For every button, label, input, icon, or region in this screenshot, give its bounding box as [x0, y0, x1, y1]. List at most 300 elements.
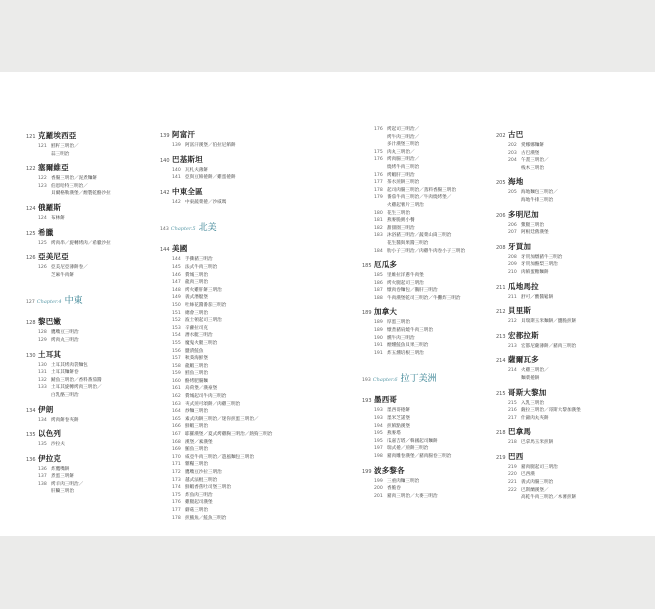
- entry-page-number: 177: [374, 180, 383, 186]
- entry-page-number: 144: [172, 257, 181, 263]
- entry-title: 海地麵包三明治／: [521, 190, 558, 196]
- entry-continuation: 肝臟三明治: [51, 489, 74, 495]
- toc-entry: [26, 143, 144, 151]
- entry-title: 墨西哥捲餅: [387, 408, 410, 414]
- entry-page-number: 164: [172, 409, 181, 415]
- toc-entry: [160, 431, 330, 439]
- entry-title: 肋小子三明治／肉雞牛肉卷小子三明治: [387, 248, 466, 254]
- entry-page-number: 193: [374, 416, 383, 422]
- country-page-number: 206: [496, 212, 506, 219]
- toc-entry: [26, 337, 144, 345]
- entry-page-number: 191: [374, 343, 383, 349]
- country-heading: [160, 186, 330, 199]
- entry-title: 越式法棍三明治: [185, 477, 218, 483]
- country-name: 厄瓜多: [374, 260, 398, 270]
- country-page-number: 189: [362, 310, 372, 317]
- entry-page-number: 204: [508, 158, 517, 164]
- country-name: 哥斯大黎加: [508, 387, 547, 397]
- entry-title: 烤肉丸三明治: [51, 337, 79, 343]
- country-heading: [496, 426, 626, 439]
- country-name: 土耳其: [38, 349, 62, 359]
- entry-page-number: 152: [172, 318, 181, 324]
- entry-page-number: 200: [374, 486, 383, 492]
- toc-entry: [496, 294, 626, 302]
- entry-title: 波士頓起司三明治: [185, 318, 222, 324]
- toc-entry: [160, 446, 330, 454]
- country-heading: [26, 162, 144, 175]
- entry-page-number: 205: [508, 190, 517, 196]
- entry-title: 牙買加酪梨三明治: [521, 262, 558, 268]
- entry-title: 龍蝦三明治: [185, 363, 208, 369]
- country-heading: [26, 453, 144, 466]
- country-heading: [362, 394, 488, 407]
- entry-page-number: 148: [172, 287, 181, 293]
- entry-page-number: 214: [508, 368, 517, 374]
- country-name: 美國: [172, 244, 188, 254]
- entry-continuation: 花生醬與果醬三明治: [387, 240, 429, 246]
- toc-entry: [496, 222, 626, 230]
- entry-title: 鯖魚三明治／香料番茄醬: [51, 377, 102, 383]
- toc-entry: [496, 400, 626, 408]
- country-name: 亞美尼亞: [38, 252, 69, 262]
- entry-page-number: 176: [374, 172, 383, 178]
- entry-title: 總會三明治: [185, 310, 208, 316]
- country-page-number: 211: [496, 284, 506, 291]
- entry-page-number: 167: [172, 432, 181, 438]
- entry-title: 里維拉洋蔥牛肉堡: [387, 273, 424, 279]
- entry-title: 土耳其烤肉袋麵包: [51, 362, 88, 368]
- entry-title: 火雞三明治／: [521, 368, 549, 374]
- toc-entry: [362, 438, 488, 446]
- country-heading: [496, 354, 626, 367]
- toc-column-1: [26, 126, 144, 496]
- toc-entry: [26, 473, 144, 481]
- entry-continuation: 栈木三明治: [521, 165, 544, 171]
- entry-page-number: 139: [172, 143, 181, 148]
- entry-title: 鹽漬鮭魚: [185, 348, 204, 354]
- toc-entry: [496, 269, 626, 277]
- country-heading: [26, 349, 144, 362]
- country-page-number: 185: [362, 263, 372, 270]
- toc-entry: [160, 393, 330, 401]
- chapter-page-number: 127: [26, 300, 35, 306]
- entry-title: 土耳其麵餅卷: [51, 370, 79, 376]
- entry-page-number: 138: [38, 481, 47, 487]
- entry-title: 肉丸三明治／: [387, 149, 415, 155]
- entry-title: 素式肉餅三明治／迷你煎蛋三明治／: [185, 416, 259, 422]
- country-page-number: 193: [362, 398, 372, 405]
- entry-page-number: 186: [374, 280, 383, 286]
- entry-page-number: 175: [374, 149, 383, 155]
- entry-title: 起司肉腸三明治／蒸料香腸三明治: [387, 187, 456, 193]
- entry-title: 豬肉三明治／大麥三明治: [387, 493, 438, 499]
- entry-title: 龍肉三明治: [185, 280, 208, 286]
- toc-entry: [160, 401, 330, 409]
- toc-entry: [362, 423, 488, 431]
- entry-page-number: 132: [38, 377, 47, 383]
- country-heading: [496, 330, 626, 343]
- toc-entry: [160, 492, 330, 500]
- entry-page-number: 215: [508, 400, 517, 406]
- toc-entry: [160, 484, 330, 492]
- toc-entry: [496, 471, 626, 479]
- country-name: 克羅埃西亞: [38, 131, 77, 140]
- country-page-number: 212: [496, 309, 506, 316]
- entry-title: 亞美尼亞薄餅卷／: [51, 265, 88, 271]
- toc-column-4: [496, 125, 626, 502]
- entry-title: 香腸三明治／泥煮麵餅: [51, 176, 97, 182]
- entry-title: 鮪魚三明治: [185, 447, 208, 453]
- toc-entry: [362, 280, 488, 288]
- entry-page-number: 191: [374, 350, 383, 356]
- country-heading: [26, 130, 144, 143]
- entry-title: 燕麥脆粥小餐: [387, 218, 415, 224]
- toc-entry: [362, 493, 488, 501]
- entry-page-number: 159: [172, 371, 181, 377]
- entry-title: 鮮蝦香蕉吐司堡三明治: [185, 485, 231, 491]
- country-heading: [496, 281, 626, 294]
- country-heading: [496, 451, 626, 464]
- entry-page-number: 140: [172, 167, 181, 173]
- entry-title: 炒麵三明治: [185, 409, 208, 415]
- entry-page-number: 155: [172, 340, 181, 346]
- entry-page-number: 129: [38, 337, 47, 343]
- entry-page-number: 198: [374, 454, 383, 459]
- country-name: 多明尼加: [508, 209, 539, 219]
- toc-entry: [160, 348, 330, 356]
- toc-entry: [362, 225, 488, 233]
- entry-continuation: 多汁漢堡三明治: [387, 142, 420, 148]
- toc-entry: [362, 126, 488, 134]
- entry-title: 宏都尼薩薄餅／豬肉三明治: [521, 343, 577, 349]
- entry-title: 番茄牛肉三明治／牛肉燒烤堡／: [387, 195, 452, 201]
- entry-title: 費城三明治: [185, 272, 208, 278]
- entry-page-number: 201: [374, 493, 383, 499]
- toc-entry: [160, 439, 330, 447]
- toc-entry: [496, 261, 626, 269]
- toc-entry: [496, 229, 626, 237]
- toc-entry: [26, 329, 144, 337]
- entry-page-number: 169: [172, 447, 181, 453]
- entry-title: 土耳其旋轉烤肉三明治／: [51, 385, 102, 391]
- entry-page-number: 146: [172, 272, 181, 278]
- entry-page-number: 197: [374, 446, 383, 452]
- entry-title: 伯恩哈特三明治／: [51, 183, 88, 189]
- entry-page-number: 150: [172, 302, 181, 308]
- toc-entry: [160, 142, 330, 150]
- toc-entry: [362, 350, 488, 358]
- entry-title: 古巴漢堡: [521, 150, 540, 156]
- toc-entry: [362, 342, 488, 350]
- entry-title: 法式牛肉三明治: [185, 264, 218, 270]
- country-page-number: 208: [496, 244, 506, 251]
- toc-entry: [26, 183, 144, 191]
- country-heading: [362, 465, 488, 478]
- entry-page-number: 163: [172, 401, 181, 407]
- entry-title: 瑞式捲／煎餅三明治: [387, 446, 429, 452]
- entry-page-number: 170: [172, 454, 181, 460]
- entry-page-number: 182: [374, 225, 383, 231]
- entry-page-number: 180: [374, 210, 383, 216]
- entry-title: 烤起司三明治／: [387, 127, 420, 132]
- chapter-heading: [362, 371, 488, 384]
- entry-title: 潛水艇三明治: [185, 333, 213, 339]
- toc-entry: [160, 515, 330, 523]
- toc-entry: [362, 415, 488, 423]
- entry-title: 沐浴豬三明治／蔬菜山崗三明治: [387, 233, 452, 239]
- country-page-number: 128: [26, 320, 36, 327]
- country-heading: [496, 241, 626, 254]
- entry-page-number: 154: [172, 333, 181, 339]
- entry-title: 豬肉腿起司三明治: [521, 464, 558, 470]
- entry-page-number: 185: [374, 273, 383, 279]
- entry-page-number: 222: [508, 487, 517, 493]
- toc-entry: [160, 256, 330, 264]
- toc-entry: [26, 384, 144, 392]
- entry-page-number: 121: [38, 144, 47, 149]
- toc-entry: [160, 199, 330, 207]
- toc-entry: [362, 485, 488, 493]
- country-page-number: 213: [496, 333, 506, 340]
- country-name: 阿富汗: [172, 130, 196, 139]
- country-name: 希臘: [38, 227, 54, 237]
- entry-page-number: 131: [38, 370, 47, 376]
- toc-entry: [26, 441, 144, 449]
- country-heading: [496, 209, 626, 222]
- entry-title: 鱉腿三明治: [521, 222, 544, 228]
- entry-title: 午晝三明治／: [521, 158, 549, 164]
- toc-column-3: [362, 126, 488, 500]
- entry-title: 鱈魚三明治: [185, 371, 208, 377]
- entry-title: 沙拉夫: [51, 442, 65, 448]
- entry-page-number: 172: [172, 470, 181, 475]
- entry-title: 燕麥塔: [387, 431, 401, 437]
- toc-entry: [26, 466, 144, 474]
- entry-page-number: 178: [172, 515, 181, 521]
- toc-entry: [26, 240, 144, 248]
- entry-title: 鷹嘴豆三明治: [51, 330, 79, 336]
- country-name: 黎巴嫩: [38, 317, 62, 327]
- country-name: 巴基斯坦: [172, 154, 203, 164]
- country-page-number: 214: [496, 358, 506, 365]
- chapter-page-number: 193: [362, 378, 371, 384]
- entry-title: 秋葵海鮮堡: [185, 356, 208, 362]
- toc-column-2: [160, 125, 330, 522]
- entry-page-number: 217: [508, 415, 517, 421]
- entry-title: 義式肉腸三明治: [521, 480, 554, 486]
- entry-page-number: 208: [508, 254, 517, 260]
- entry-page-number: 151: [172, 310, 181, 316]
- entry-page-number: 137: [38, 474, 47, 480]
- entry-page-number: 206: [508, 222, 517, 228]
- country-name: 伊拉克: [38, 453, 62, 463]
- country-heading: [26, 251, 144, 264]
- entry-page-number: 130: [38, 362, 47, 368]
- toc-entry: [362, 407, 488, 415]
- entry-page-number: 134: [38, 417, 47, 423]
- entry-title: 香脆卷: [387, 486, 401, 492]
- toc-entry: [160, 294, 330, 302]
- entry-page-number: 218: [508, 440, 517, 446]
- country-page-number: 199: [362, 468, 372, 475]
- country-heading: [496, 305, 626, 318]
- entry-title: 義式潛艇堡: [185, 295, 208, 301]
- entry-title: 貝瑞斯玉米麵餅／鹽脆煎餅: [521, 319, 577, 325]
- entry-page-number: 213: [508, 343, 517, 349]
- toc-entry: [160, 325, 330, 333]
- toc-entry: [26, 481, 144, 489]
- toc-entry: [362, 210, 488, 218]
- toc-entry: [160, 423, 330, 431]
- entry-title: 耶羅漢堡／夏式烤雞胸三明治／熱狗三明治: [185, 432, 273, 438]
- entry-title: 鱈籽三明治／: [51, 144, 79, 149]
- toc-entry: [160, 317, 330, 325]
- country-heading: [160, 154, 330, 167]
- entry-page-number: 157: [172, 356, 181, 362]
- entry-continuation: 海地牛排三明治: [521, 197, 554, 203]
- chapter-heading: [160, 220, 330, 233]
- country-heading: [160, 243, 330, 256]
- entry-page-number: 203: [508, 150, 517, 156]
- toc-entry: [362, 430, 488, 438]
- chapter-label: Chapter.4: [36, 299, 62, 306]
- country-page-number: 125: [26, 230, 36, 237]
- entry-title: 巴西漢: [521, 472, 535, 478]
- toc-entry: [26, 417, 144, 425]
- entry-title: 阿根廷舊漢堡: [521, 230, 549, 236]
- toc-entry: [496, 464, 626, 472]
- entry-title: 煎鮪魚／鮭魚三明治: [185, 515, 227, 521]
- toc-entry: [160, 310, 330, 318]
- toc-entry: [362, 319, 488, 327]
- entry-page-number: 141: [172, 175, 181, 181]
- country-name: 牙買加: [508, 241, 532, 251]
- entry-page-number: 219: [508, 464, 517, 470]
- entry-page-number: 126: [38, 265, 47, 271]
- country-page-number: 134: [26, 407, 36, 414]
- toc-entry: [362, 179, 488, 187]
- toc-entry: [362, 172, 488, 180]
- entry-title: 巴拿馬玉米煎餅: [521, 440, 554, 446]
- toc-entry: [26, 369, 144, 377]
- entry-page-number: 142: [172, 199, 181, 205]
- entry-page-number: 190: [374, 335, 383, 341]
- toc-entry: [160, 279, 330, 287]
- country-page-number: 219: [496, 454, 506, 461]
- country-page-number: 126: [26, 255, 36, 262]
- entry-page-number: 160: [172, 378, 181, 384]
- toc-entry: [160, 332, 330, 340]
- chapter-title: 拉丁美洲: [400, 374, 437, 385]
- toc-entry: [496, 367, 626, 375]
- entry-page-number: 128: [38, 330, 47, 336]
- toc-entry: [362, 445, 488, 453]
- country-heading: [496, 387, 626, 400]
- entry-page-number: 149: [172, 295, 181, 301]
- entry-page-number: 125: [38, 240, 47, 246]
- entry-title: 厚蛋三明治: [387, 320, 410, 326]
- chapter-label: Chapter.6: [372, 377, 398, 384]
- entry-continuation: 貝爾格勒漢堡／煙製乾酪沙拉: [51, 191, 111, 197]
- entry-title: 巴斯蘭漢堡／: [521, 487, 549, 493]
- entry-page-number: 183: [374, 233, 383, 239]
- toc-entry: [496, 150, 626, 158]
- entry-page-number: 176: [172, 500, 181, 506]
- entry-page-number: 187: [374, 288, 383, 294]
- toc-entry: [362, 335, 488, 343]
- country-name: 海地: [508, 177, 524, 187]
- toc-entry: [160, 302, 330, 310]
- toc-entry: [362, 295, 488, 303]
- toc-entry: [362, 187, 488, 195]
- entry-title: 辛蘿拉司克: [185, 325, 208, 331]
- entry-title: 威亞牛肉三明治／遊風麵包三明治: [185, 454, 254, 460]
- toc-entry: [496, 142, 626, 150]
- toc-entry: [160, 363, 330, 371]
- country-heading: [26, 428, 144, 441]
- country-name: 加拿大: [374, 307, 398, 317]
- entry-page-number: 216: [508, 408, 517, 414]
- entry-page-number: 165: [172, 416, 181, 422]
- toc-entry: [160, 174, 330, 182]
- country-page-number: 122: [26, 166, 36, 173]
- entry-page-number: 176: [374, 127, 383, 132]
- country-page-number: 205: [496, 180, 506, 187]
- entry-title: 三重肉麵三明治: [387, 478, 420, 484]
- entry-page-number: 174: [172, 485, 181, 491]
- toc-entry: [496, 318, 626, 326]
- toc-entry: [496, 487, 626, 495]
- toc-entry: [160, 370, 330, 378]
- toc-entry: [496, 343, 626, 351]
- entry-page-number: 156: [172, 348, 181, 354]
- entry-title: 鷹嘴豆沙拉三明治: [185, 470, 222, 475]
- country-page-number: 121: [26, 134, 36, 140]
- country-name: 波多黎各: [374, 465, 405, 475]
- toc-entry: [496, 479, 626, 487]
- entry-title: 烏荷堡／漢豪堡: [185, 386, 218, 392]
- entry-continuation: 火雞起薯片三明治: [387, 202, 424, 208]
- entry-page-number: 171: [172, 462, 181, 468]
- toc-entry: [160, 461, 330, 469]
- entry-page-number: 136: [38, 466, 47, 472]
- toc-entry: [26, 264, 144, 272]
- country-name: 古巴: [508, 130, 524, 139]
- entry-page-number: 145: [172, 264, 181, 270]
- entry-page-number: 178: [374, 187, 383, 193]
- toc-entry: [160, 507, 330, 515]
- toc-entry: [496, 189, 626, 197]
- entry-title: 燉煮豬肩燒牛肉三明治: [387, 328, 433, 334]
- entry-page-number: 153: [172, 325, 181, 331]
- country-name: 薩爾瓦多: [508, 355, 539, 365]
- country-page-number: 144: [160, 247, 170, 254]
- entry-page-number: 176: [374, 157, 383, 163]
- country-page-number: 218: [496, 430, 506, 437]
- toc-entry: [160, 385, 330, 393]
- chapter-label: Chapter.5: [170, 226, 196, 233]
- toc-entry: [496, 415, 626, 423]
- entry-title: 烤肉串／旋轉烤肉／希臘沙拉: [51, 240, 111, 246]
- chapter-heading: [26, 293, 144, 306]
- country-page-number: 135: [26, 432, 36, 439]
- entry-page-number: 173: [172, 477, 181, 483]
- toc-entry: [160, 264, 330, 272]
- toc-entry: [160, 416, 330, 424]
- country-page-number: 139: [160, 133, 170, 139]
- entry-page-number: 212: [508, 319, 517, 325]
- toc-entry: [160, 287, 330, 295]
